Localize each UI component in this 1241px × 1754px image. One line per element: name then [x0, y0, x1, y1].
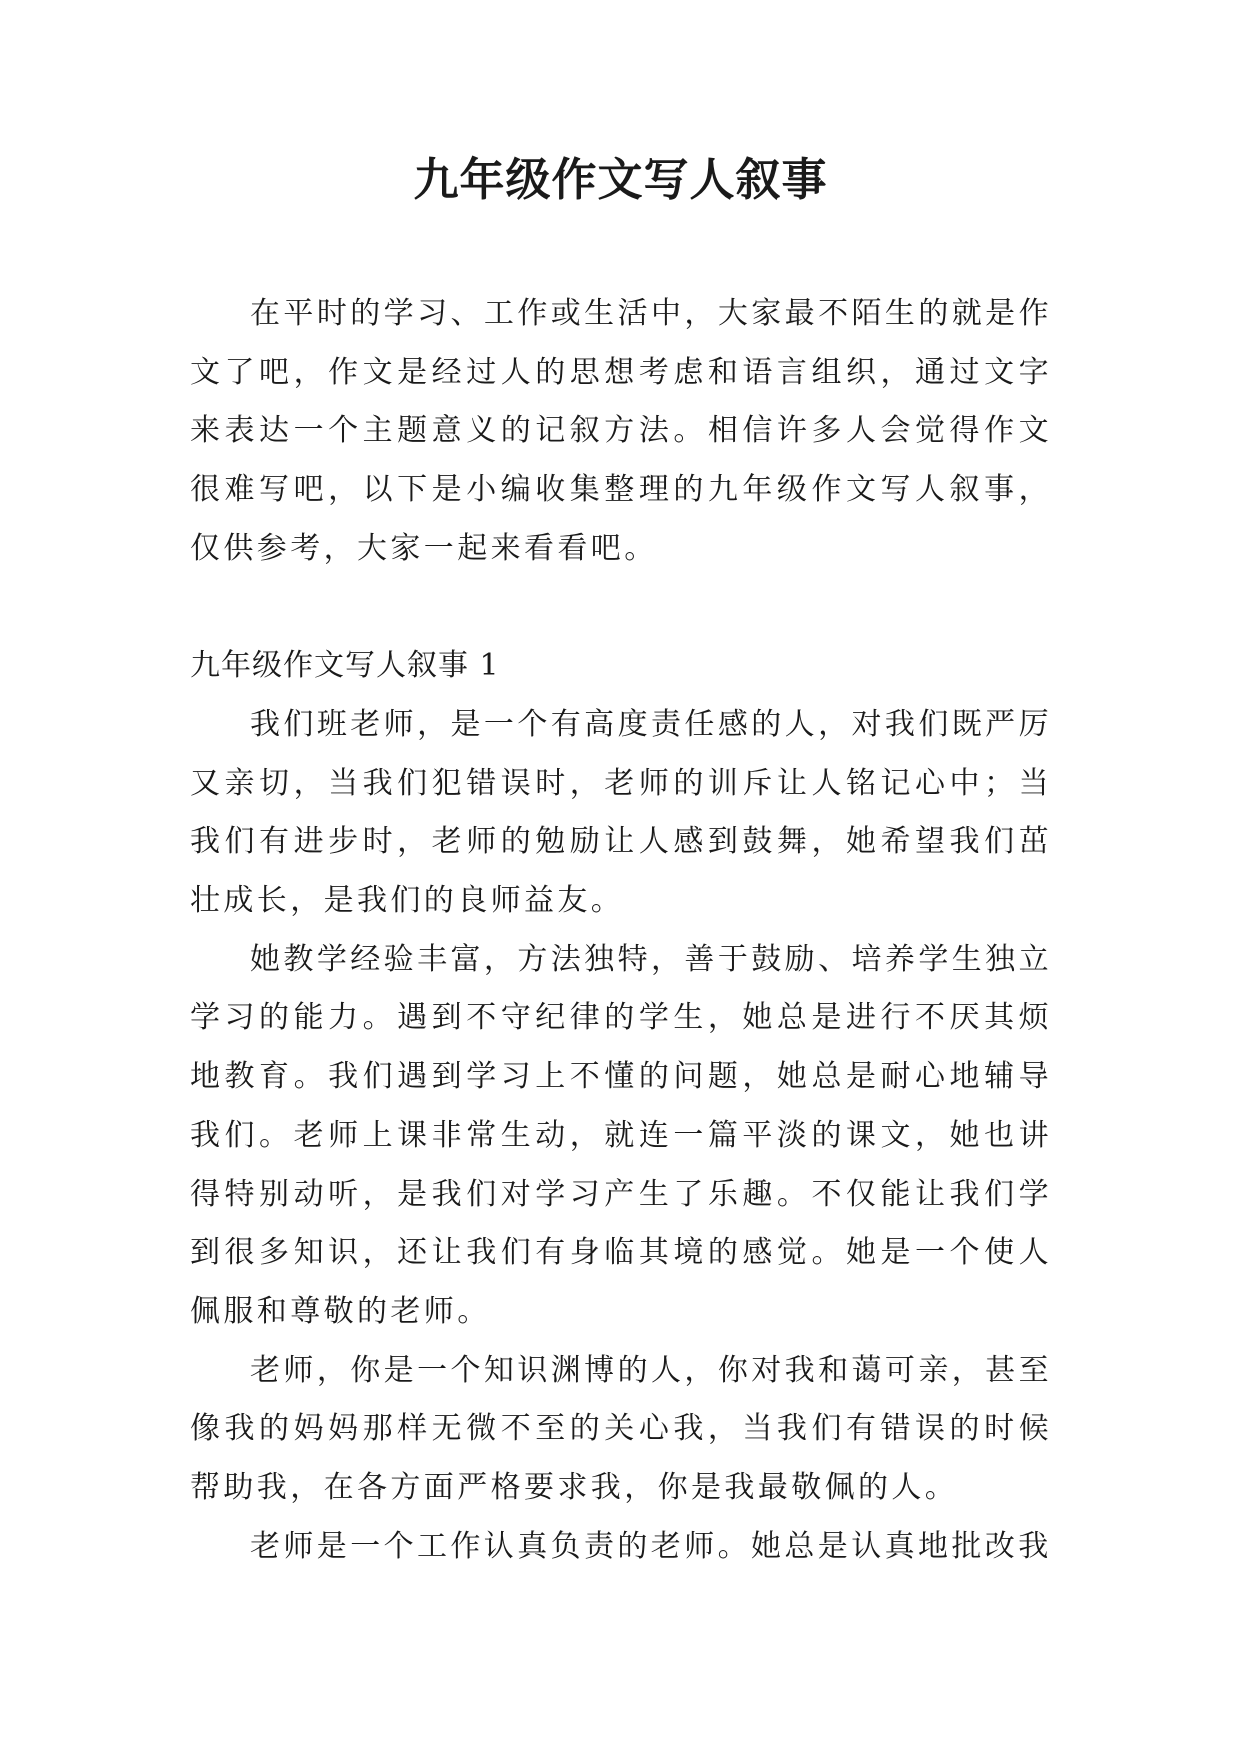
- document-title: 九年级作文写人叙事: [413, 153, 828, 206]
- body-paragraph-4: 老师是一个工作认真负责的老师。她总是认真地批改我: [250, 1528, 1052, 1564]
- section-heading: 九年级作文写人叙事 1: [190, 648, 500, 684]
- document-body: [190, 285, 1052, 1576]
- body-paragraph-2: 她教学经验丰富，方法独特，善于鼓励、培养学生独立学习的能力。遇到不守纪律的学生，她总是进行不厌其烦地教育。我们遇到学习上不懂的问题，她总是耐心地辅导我们。老师上课非常生动，就连一篇平淡的课文，她也讲得特别动听，是我们对学习产生了乐趣。不仅能让我们学到很多知识，还让我们有身临其境的感觉。她是一个使人佩服和尊敬的老师。: [190, 941, 1052, 1329]
- intro-paragraph: 在平时的学习、工作或生活中，大家最不陌生的就是作文了吧，作文是经过人的思想考虑和语言组织，通过文字来表达一个主题意义的记叙方法。相信许多人会觉得作文很难写吧，以下是小编收集整理的九年级作文写人叙事，仅供参考，大家一起来看看吧。: [190, 296, 1052, 566]
- body-paragraph-1: 我们班老师，是一个有高度责任感的人，对我们既严厉又亲切，当我们犯错误时，老师的训斥让人铭记心中；当我们有进步时，老师的勉励让人感到鼓舞，她希望我们茁壮成长，是我们的良师益友。: [190, 706, 1052, 919]
- body-paragraph-3: 老师，你是一个知识渊博的人，你对我和蔼可亲，甚至像我的妈妈那样无微不至的关心我，当我们有错误的时候帮助我，在各方面严格要求我，你是我最敬佩的人。: [190, 1352, 1052, 1506]
